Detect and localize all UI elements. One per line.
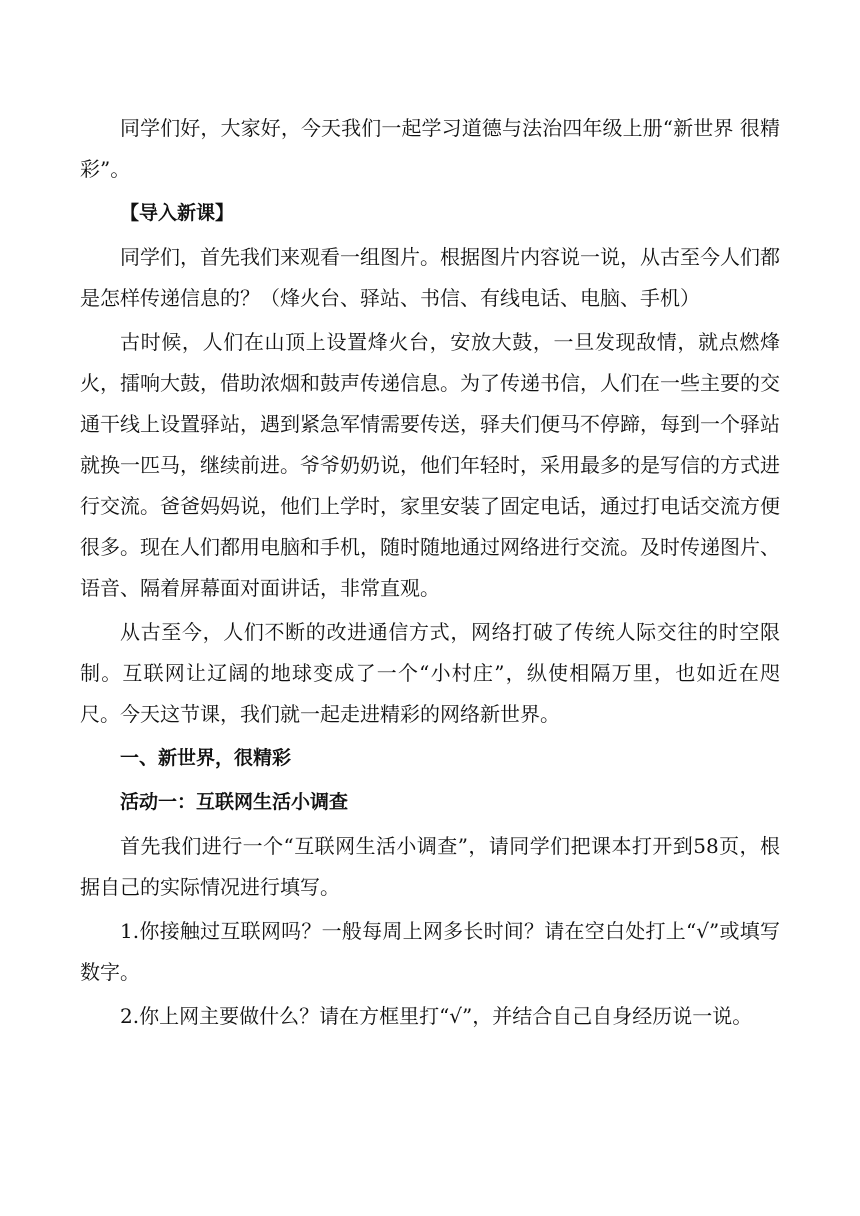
document-body [80, 108, 780, 1040]
summary-paragraph: 从古至今，人们不断的改进通信方式，网络打破了传统人际交往的时空限制。互联网让辽阔的地球变成了一个“小村庄”，纵使相隔万里，也如近在咫尺。今天这节课，我们就一起走进精彩的网络新世界。 [80, 620, 780, 726]
question-paragraph: 同学们，首先我们来观看一组图片。根据图片内容说一说，从古至今人们都是怎样传递信息的？（烽火台、驿站、书信、有线电话、电脑、手机） [80, 245, 780, 310]
survey-question-2: 2.你上网主要做什么？请在方框里打“√”，并结合自己自身经历说一说。 [120, 1004, 753, 1028]
history-paragraph: 古时候，人们在山顶上设置烽火台，安放大鼓，一旦发现敌情，就点燃烽火，擂响大鼓，借助浓烟和鼓声传递信息。为了传递书信，人们在一些主要的交通干线上设置驿站，遇到紧急军情需要传送，驿夫们便马不停蹄，每到一个驿站就换一匹马，继续前进。爷爷奶奶说，他们年轻时，采用最多的是写信的方式进行交流。爸爸妈妈说，他们上学时，家里安装了固定电话，通过打电话交流方便很多。现在人们都用电脑和手机，随时随地通过网络进行交流。及时传递图片、语音、隔着屏幕面对面讲话，非常直观。 [80, 330, 780, 600]
activity-heading: 活动一：互联网生活小调查 [120, 791, 349, 813]
section-heading-lead-in: 【导入新课】 [120, 202, 235, 224]
survey-question-1: 1.你接触过互联网吗？一般每周上网多长时间？请在空白处打上“√”或填写数字。 [80, 919, 780, 984]
intro-paragraph: 同学们好，大家好，今天我们一起学习道德与法治四年级上册“新世界 很精彩”。 [80, 116, 780, 181]
survey-paragraph: 首先我们进行一个“互联网生活小调查”，请同学们把课本打开到58页，根据自己的实际情况进行填写。 [80, 834, 780, 899]
section-heading-new-world: 一、新世界，很精彩 [120, 747, 292, 769]
